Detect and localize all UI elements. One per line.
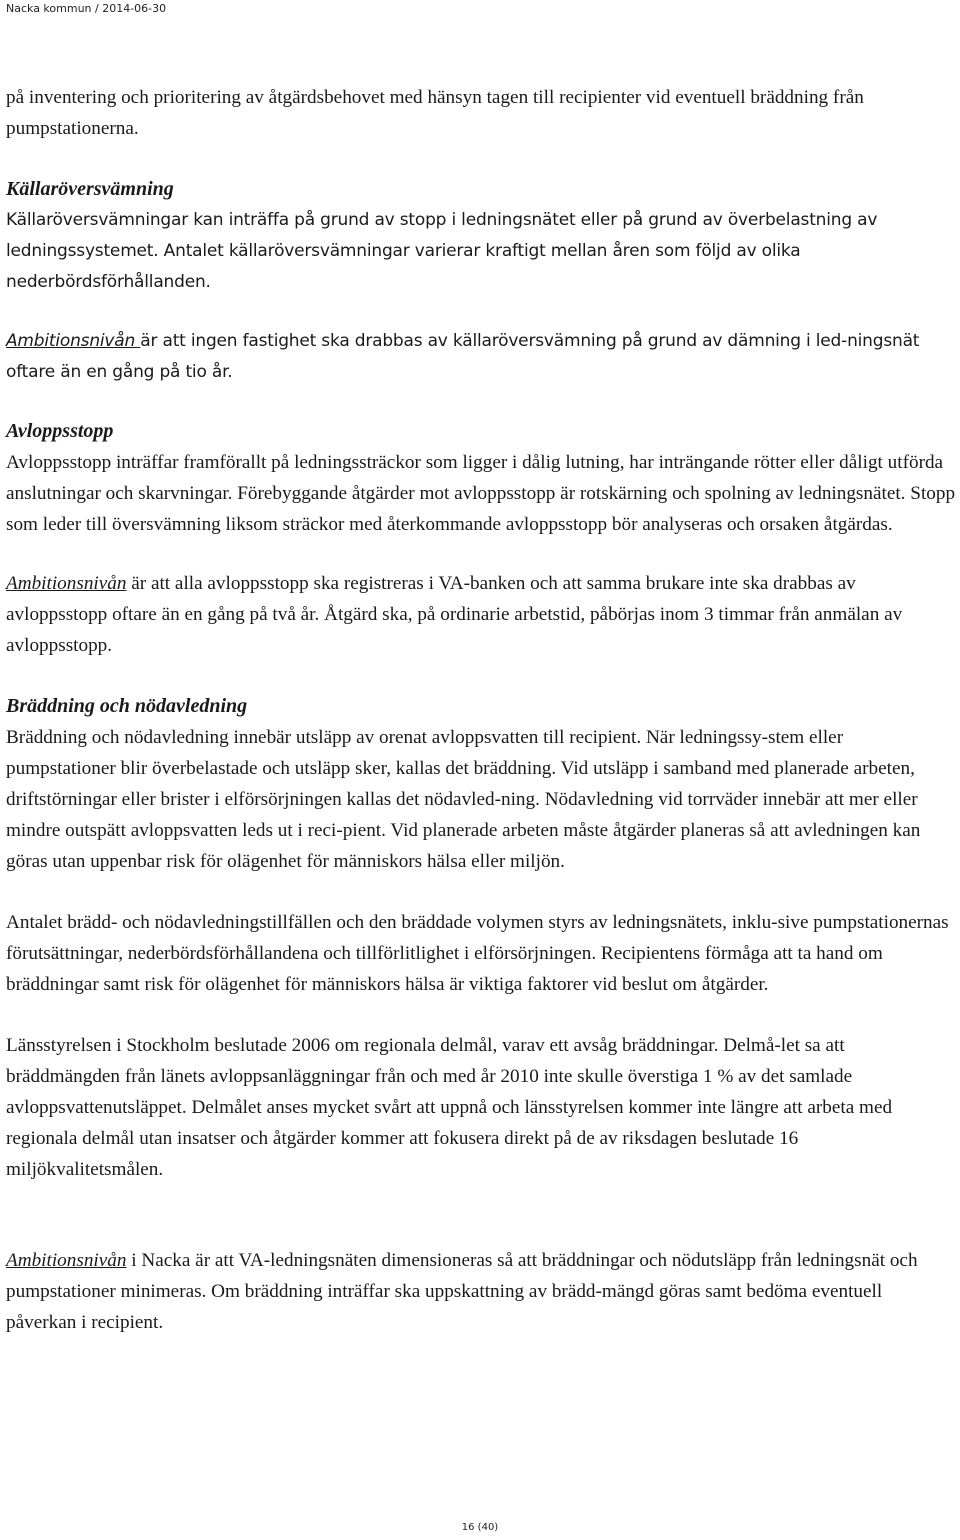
heading-avloppsstopp: Avloppsstopp: [6, 420, 114, 442]
bradd-paragraph-2: Antalet brädd- och nödavledningstillfällen och den bräddade volymen styrs av ledningsnätets, inklu-sive pumpstationernas förutsättningar, nederbördsförhållandena och tillförlitlighet i elförsörjningen. Recipientens förmåga att ta hand om bräddningar samt risk för olägenhet för människors hälsa är viktiga faktorer vid beslut om åtgärder.: [6, 912, 949, 995]
ambition-label: Ambitionsnivån: [6, 1250, 127, 1271]
ambition-text: är att ingen fastighet ska drabbas av källaröversvämning på grund av dämning i led-ningsnät oftare än en gång på tio år.: [6, 331, 920, 382]
ambition-text: i Nacka är att VA-ledningsnäten dimensioneras så att bräddningar och nödutsläpp från ledningsnät och pumpstationer minimeras. Om bräddning inträffar ska uppskattning av brädd-mängd göras samt bedöma eventuell påverkan i recipient.: [6, 1250, 918, 1333]
heading-braddning: Bräddning och nödavledning: [6, 695, 248, 717]
bradd-paragraph-3: Länsstyrelsen i Stockholm beslutade 2006 om regionala delmål, varav ett avsåg bräddningar. Delmå-let sa att bräddmängden från länets avloppsanläggningar från och med år 2010 inte skulle överstiga 1 % av det samlade avloppsvattenutsläppet. Delmålet anses mycket svårt att uppnå och länsstyrelsen kommer inte längre att arbeta med regionala delmål utan insatser och åtgärder kommer att fokusera direkt på de av riksdagen beslutade 16 miljökvalitetsmålen.: [6, 1035, 893, 1180]
ambition-label: Ambitionsnivån: [6, 331, 141, 351]
kallar-paragraph: Källaröversvämningar kan inträffa på grund av stopp i ledningsnätet eller på grund av överbelastning av ledningssystemet. Antalet källaröversvämningar varierar kraftigt mellan åren som följd av olika nederbördsförhållanden.: [6, 210, 878, 292]
heading-kallaroversvamning: Källaröversvämning: [6, 178, 174, 200]
bradd-paragraph-1: Bräddning och nödavledning innebär utsläpp av orenat avloppsvatten till recipient. När ledningssy-stem eller pumpstationer blir överbelastade och utsläpp sker, kallas det bräddning. Vid utsläpp i samband med planerade arbeten, driftstörningar eller brister i elförsörjningen kallas det nödavled-ning. Nödavledning vid torrväder innebär att mer eller mindre outspätt avloppsvatten leds ut i reci-pient. Vid planerade arbeten måste åtgärder planeras så att avledningen kan göras utan uppenbar risk för olägenhet för människors hälsa eller miljön.: [6, 727, 921, 872]
bradd-ambition-paragraph: [6, 1245, 956, 1338]
ambition-text: är att alla avloppsstopp ska registreras i VA-banken och att samma brukare inte ska drabbas av avloppsstopp oftare än en gång på två år. Åtgärd ska, på ordinarie arbetstid, påbörjas inom 3 timmar från anmälan av avloppsstopp.: [6, 573, 903, 656]
page-header: Nacka kommun / 2014-06-30: [6, 2, 167, 15]
avlopp-paragraph: Avloppsstopp inträffar framförallt på ledningssträckor som ligger i dålig lutning, har inträngande rötter eller dåligt utförda anslutningar och skarvningar. Förebyggande åtgärder mot avloppsstopp är rotskärning och spolning av ledningsnätet. Stopp som leder till översvämning liksom sträckor med återkommande avloppsstopp bör analyseras och orsaken åtgärdas.: [6, 452, 956, 535]
kallar-ambition-paragraph: [6, 326, 956, 388]
document-body: [6, 82, 956, 1338]
ambition-label: Ambitionsnivån: [6, 573, 127, 594]
intro-paragraph: på inventering och prioritering av åtgärdsbehovet med hänsyn tagen till recipienter vid eventuell bräddning från pumpstationerna.: [6, 87, 864, 139]
page-number: 16 (40): [461, 1522, 499, 1533]
avlopp-ambition-paragraph: [6, 568, 956, 661]
